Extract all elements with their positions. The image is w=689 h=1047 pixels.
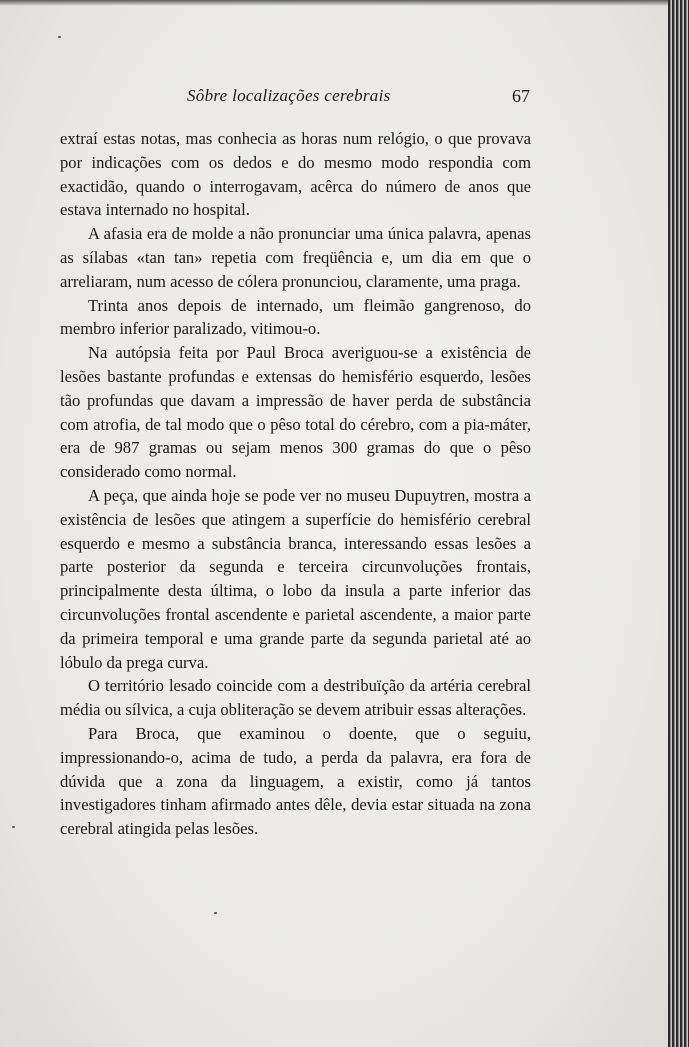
running-title: Sôbre localizações cerebrais [187, 86, 391, 105]
paragraph-5: A peça, que ainda hoje se pode ver no museu Dupuytren, mostra a existência de lesões que atingem a superfície do hemisfério cerebral esquerdo e mesmo a substância branca, interessando essas lesões a parte posterior da segunda e terceira circunvoluções frontais, principalmente desta última, o lobo da insula a parte inferior das circunvoluções frontal ascendente e parietal ascendente, a maior parte da primeira temporal e uma grande parte da segunda parietal até ao lóbulo da prega curva. [60, 485, 531, 672]
page-header [60, 86, 530, 112]
paragraph-4: Na autópsia feita por Paul Broca averiguou-se a existência de lesões bastante profundas e extensas do hemisfério esquerdo, lesões tão profundas que davam a impressão de haver perda de substância com atrofia, de tal modo que o pêso total do cérebro, com a pia-máter, era de 987 gramas ou sejam menos 300 gramas do que o pêso considerado como normal. [60, 343, 531, 482]
paragraph-3: Trinta anos depois de internado, um fleimão gangrenoso, do membro inferior paralizado, vitimou-o. [60, 295, 531, 339]
scan-top-shadow [0, 0, 689, 6]
page-stack-edge [668, 0, 689, 1047]
paragraph-1: extraí estas notas, mas conhecia as horas num relógio, o que provava por indicações com os dedos e do mesmo modo respondia com exactidão, quando o interrogavam, acêrca do número de anos que estava internado no hospital. [60, 129, 531, 220]
print-speck [58, 36, 61, 38]
paragraph-7: Para Broca, que examinou o doente, que o seguiu, impressionando-o, acima de tudo, a perda da palavra, era fora de dúvida que a zona da linguagem, a existir, como já tantos investigadores tinham afirmado antes dêle, devia estar situada na zona cerebral atingida pelas lesões. [60, 723, 531, 839]
page-number: 67 [512, 86, 530, 106]
body-text [60, 127, 531, 841]
print-speck [214, 912, 217, 914]
print-speck [12, 826, 15, 828]
paragraph-2: A afasia era de molde a não pronunciar uma única palavra, apenas as sílabas «tan tan» repetia com freqüência e, um dia em que o arreliaram, num acesso de cólera pronunciou, claramente, uma praga. [60, 224, 531, 291]
paragraph-6: O território lesado coincide com a destribuïção da artéria cerebral média ou sílvica, a cuja obliteração se devem atribuir essas alterações. [60, 676, 531, 720]
